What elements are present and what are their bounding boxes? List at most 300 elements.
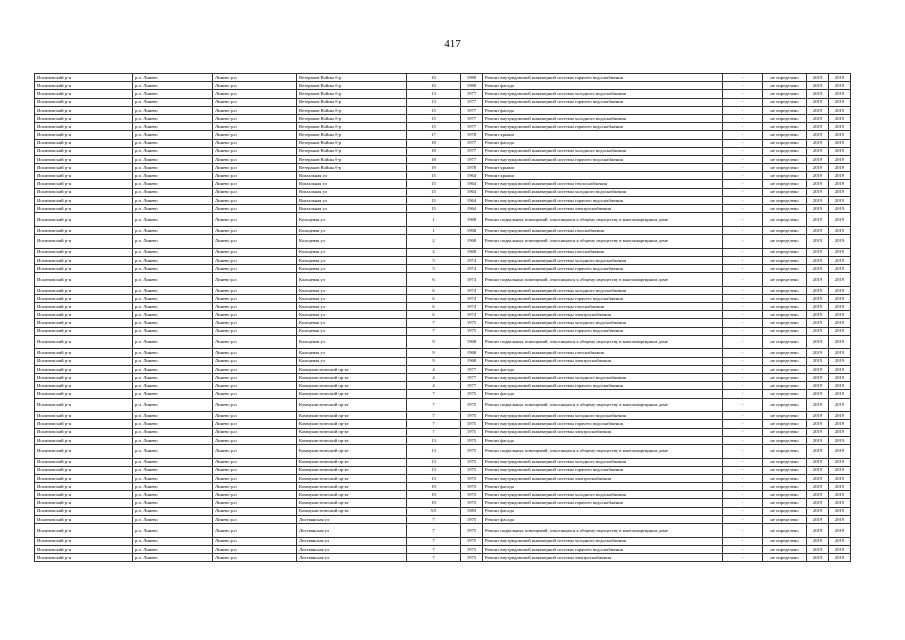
table-row	[35, 98, 851, 106]
street-cell: Листвянская ул	[297, 545, 407, 553]
locality-cell: Линево р.п	[213, 226, 297, 234]
status-cell: не определено	[763, 436, 807, 444]
end-year-cell: 2019	[829, 398, 851, 412]
table-row	[35, 474, 851, 482]
street-cell: Ветеранов Войны б-р	[297, 90, 407, 98]
district-cell: Искитимский р-н	[35, 474, 133, 482]
end-year-cell: 2019	[829, 507, 851, 515]
status-cell: не определено	[763, 188, 807, 196]
cost-cell: -	[723, 374, 763, 382]
settlement-cell: р.п. Линево	[133, 180, 213, 188]
locality-cell: Линево р.п	[213, 444, 297, 458]
district-cell: Искитимский р-н	[35, 537, 133, 545]
table-row	[35, 234, 851, 248]
locality-cell: Линево р.п	[213, 327, 297, 335]
house-number-cell: 15	[407, 180, 461, 188]
district-cell: Искитимский р-н	[35, 139, 133, 147]
street-cell: Ветеранов Войны б-р	[297, 114, 407, 122]
district-cell: Искитимский р-н	[35, 515, 133, 523]
settlement-cell: р.п. Линево	[133, 188, 213, 196]
end-year-cell: 2019	[829, 412, 851, 420]
table-row	[35, 114, 851, 122]
work-type-cell: Ремонт внутридомовой инженерной системы холодного водоснабжения	[483, 286, 723, 294]
house-number-cell: 9	[407, 335, 461, 349]
cost-cell: -	[723, 155, 763, 163]
end-year-cell: 2019	[829, 74, 851, 82]
settlement-cell: р.п. Линево	[133, 90, 213, 98]
street-cell: Листвянская ул	[297, 537, 407, 545]
street-cell: Кольцевая ул	[297, 357, 407, 365]
house-number-cell: 10	[407, 74, 461, 82]
status-cell: не определено	[763, 474, 807, 482]
table-row	[35, 131, 851, 139]
status-cell: не определено	[763, 553, 807, 561]
district-cell: Искитимский р-н	[35, 499, 133, 507]
house-number-cell: 4	[407, 365, 461, 373]
start-year-cell: 2019	[807, 213, 829, 227]
table-row	[35, 74, 851, 82]
start-year-cell: 2019	[807, 196, 829, 204]
cost-cell: -	[723, 248, 763, 256]
locality-cell: Линево р.п	[213, 390, 297, 398]
work-type-cell: Ремонт внутридомовой инженерной системы горячего водоснабжения	[483, 545, 723, 553]
locality-cell: Линево р.п	[213, 256, 297, 264]
status-cell: не определено	[763, 114, 807, 122]
table-row	[35, 545, 851, 553]
end-year-cell: 2019	[829, 294, 851, 302]
end-year-cell: 2019	[829, 319, 851, 327]
locality-cell: Линево р.п	[213, 420, 297, 428]
district-cell: Искитимский р-н	[35, 74, 133, 82]
table-row	[35, 155, 851, 163]
district-cell: Искитимский р-н	[35, 491, 133, 499]
locality-cell: Линево р.п	[213, 213, 297, 227]
status-cell: не определено	[763, 515, 807, 523]
street-cell: Ветеранов Войны б-р	[297, 98, 407, 106]
end-year-cell: 2019	[829, 365, 851, 373]
build-year-cell: 1968	[461, 357, 483, 365]
settlement-cell: р.п. Линево	[133, 524, 213, 538]
status-cell: не определено	[763, 264, 807, 272]
district-cell: Искитимский р-н	[35, 357, 133, 365]
build-year-cell: 1974	[461, 294, 483, 302]
build-year-cell: 1975	[461, 420, 483, 428]
end-year-cell: 2019	[829, 213, 851, 227]
cost-cell: -	[723, 357, 763, 365]
table-row	[35, 349, 851, 357]
settlement-cell: р.п. Линево	[133, 444, 213, 458]
start-year-cell: 2019	[807, 248, 829, 256]
street-cell: Кольцевая ул	[297, 311, 407, 319]
district-cell: Искитимский р-н	[35, 398, 133, 412]
table-row	[35, 82, 851, 90]
start-year-cell: 2019	[807, 420, 829, 428]
street-cell: Кольцевая ул	[297, 256, 407, 264]
table-row	[35, 428, 851, 436]
district-cell: Искитимский р-н	[35, 294, 133, 302]
settlement-cell: р.п. Линево	[133, 139, 213, 147]
end-year-cell: 2019	[829, 131, 851, 139]
locality-cell: Линево р.п	[213, 545, 297, 553]
settlement-cell: р.п. Линево	[133, 474, 213, 482]
status-cell: не определено	[763, 466, 807, 474]
work-type-cell: Ремонт внутридомовой инженерной системы горячего водоснабжения	[483, 264, 723, 272]
house-number-cell: 5	[407, 264, 461, 272]
end-year-cell: 2019	[829, 553, 851, 561]
settlement-cell: р.п. Линево	[133, 412, 213, 420]
end-year-cell: 2019	[829, 474, 851, 482]
house-number-cell: 13	[407, 466, 461, 474]
status-cell: не определено	[763, 273, 807, 287]
street-cell: Коммунистический пр-кт	[297, 444, 407, 458]
start-year-cell: 2019	[807, 515, 829, 523]
status-cell: не определено	[763, 382, 807, 390]
build-year-cell: 1964	[461, 205, 483, 213]
table-row	[35, 491, 851, 499]
work-type-cell: Ремонт подвальных помещений, относящихся к общему имуществу в многоквартирном доме	[483, 335, 723, 349]
end-year-cell: 2019	[829, 123, 851, 131]
end-year-cell: 2019	[829, 106, 851, 114]
build-year-cell: 1977	[461, 382, 483, 390]
start-year-cell: 2019	[807, 286, 829, 294]
start-year-cell: 2019	[807, 147, 829, 155]
table-body	[35, 74, 851, 562]
status-cell: не определено	[763, 537, 807, 545]
district-cell: Искитимский р-н	[35, 98, 133, 106]
table-row	[35, 264, 851, 272]
settlement-cell: р.п. Линево	[133, 264, 213, 272]
locality-cell: Линево р.п	[213, 499, 297, 507]
status-cell: не определено	[763, 390, 807, 398]
settlement-cell: р.п. Линево	[133, 172, 213, 180]
street-cell: Ветеранов Войны б-р	[297, 139, 407, 147]
build-year-cell: 1977	[461, 139, 483, 147]
settlement-cell: р.п. Линево	[133, 357, 213, 365]
table-row	[35, 515, 851, 523]
table-row	[35, 483, 851, 491]
street-cell: Коммунистический пр-кт	[297, 474, 407, 482]
table-row	[35, 382, 851, 390]
cost-cell: -	[723, 273, 763, 287]
table-row	[35, 303, 851, 311]
house-number-cell: 2	[407, 248, 461, 256]
start-year-cell: 2019	[807, 98, 829, 106]
street-cell: Вокзальная ул	[297, 196, 407, 204]
locality-cell: Линево р.п	[213, 147, 297, 155]
start-year-cell: 2019	[807, 357, 829, 365]
table-row	[35, 213, 851, 227]
district-cell: Искитимский р-н	[35, 428, 133, 436]
start-year-cell: 2019	[807, 365, 829, 373]
build-year-cell: 1983	[461, 507, 483, 515]
table-row	[35, 205, 851, 213]
locality-cell: Линево р.п	[213, 537, 297, 545]
start-year-cell: 2019	[807, 90, 829, 98]
build-year-cell: 1975	[461, 524, 483, 538]
house-number-cell: 13	[407, 90, 461, 98]
settlement-cell: р.п. Линево	[133, 458, 213, 466]
start-year-cell: 2019	[807, 545, 829, 553]
work-type-cell: Ремонт внутридомовой инженерной системы горячего водоснабжения	[483, 123, 723, 131]
build-year-cell: 1975	[461, 499, 483, 507]
district-cell: Искитимский р-н	[35, 303, 133, 311]
table-row	[35, 412, 851, 420]
build-year-cell: 1977	[461, 365, 483, 373]
settlement-cell: р.п. Линево	[133, 155, 213, 163]
settlement-cell: р.п. Линево	[133, 98, 213, 106]
status-cell: не определено	[763, 428, 807, 436]
settlement-cell: р.п. Линево	[133, 483, 213, 491]
build-year-cell: 1975	[461, 327, 483, 335]
start-year-cell: 2019	[807, 74, 829, 82]
work-type-cell: Ремонт внутридомовой инженерной системы горячего водоснабжения	[483, 74, 723, 82]
cost-cell: -	[723, 491, 763, 499]
locality-cell: Линево р.п	[213, 483, 297, 491]
settlement-cell: р.п. Линево	[133, 466, 213, 474]
table-row	[35, 319, 851, 327]
street-cell: Кольцевая ул	[297, 294, 407, 302]
street-cell: Коммунистический пр-кт	[297, 483, 407, 491]
work-type-cell: Ремонт внутридомовой инженерной системы электроснабжения	[483, 357, 723, 365]
street-cell: Коммунистический пр-кт	[297, 390, 407, 398]
locality-cell: Линево р.п	[213, 515, 297, 523]
locality-cell: Линево р.п	[213, 90, 297, 98]
work-type-cell: Ремонт внутридомовой инженерной системы газоснабжения	[483, 226, 723, 234]
work-type-cell: Ремонт внутридомовой инженерной системы горячего водоснабжения	[483, 98, 723, 106]
settlement-cell: р.п. Линево	[133, 294, 213, 302]
end-year-cell: 2019	[829, 349, 851, 357]
cost-cell: -	[723, 172, 763, 180]
district-cell: Искитимский р-н	[35, 226, 133, 234]
status-cell: не определено	[763, 256, 807, 264]
settlement-cell: р.п. Линево	[133, 131, 213, 139]
work-type-cell: Ремонт внутридомовой инженерной системы электроснабжения	[483, 553, 723, 561]
start-year-cell: 2019	[807, 483, 829, 491]
settlement-cell: р.п. Линево	[133, 499, 213, 507]
cost-cell: -	[723, 390, 763, 398]
street-cell: Ветеранов Войны б-р	[297, 74, 407, 82]
work-type-cell: Ремонт внутридомовой инженерной системы холодного водоснабжения	[483, 188, 723, 196]
locality-cell: Линево р.п	[213, 428, 297, 436]
cost-cell: -	[723, 196, 763, 204]
start-year-cell: 2019	[807, 131, 829, 139]
cost-cell: -	[723, 458, 763, 466]
house-number-cell: 1	[407, 226, 461, 234]
build-year-cell: 1975	[461, 412, 483, 420]
start-year-cell: 2019	[807, 264, 829, 272]
end-year-cell: 2019	[829, 458, 851, 466]
build-year-cell: 1968	[461, 349, 483, 357]
table-row	[35, 172, 851, 180]
settlement-cell: р.п. Линево	[133, 374, 213, 382]
locality-cell: Линево р.п	[213, 357, 297, 365]
build-year-cell: 1977	[461, 123, 483, 131]
house-number-cell: 6	[407, 286, 461, 294]
build-year-cell: 1975	[461, 515, 483, 523]
work-type-cell: Ремонт внутридомовой инженерной системы горячего водоснабжения	[483, 382, 723, 390]
house-number-cell: 17	[407, 131, 461, 139]
locality-cell: Линево р.п	[213, 553, 297, 561]
start-year-cell: 2019	[807, 374, 829, 382]
settlement-cell: р.п. Линево	[133, 507, 213, 515]
cost-cell: -	[723, 499, 763, 507]
district-cell: Искитимский р-н	[35, 273, 133, 287]
house-number-cell: 6	[407, 311, 461, 319]
house-number-cell: 15	[407, 114, 461, 122]
work-type-cell: Ремонт внутридомовой инженерной системы холодного водоснабжения	[483, 256, 723, 264]
status-cell: не определено	[763, 139, 807, 147]
status-cell: не определено	[763, 499, 807, 507]
status-cell: не определено	[763, 491, 807, 499]
house-number-cell: 9	[407, 357, 461, 365]
build-year-cell: 1980	[461, 82, 483, 90]
status-cell: не определено	[763, 458, 807, 466]
status-cell: не определено	[763, 483, 807, 491]
street-cell: Коммунистический пр-кт	[297, 420, 407, 428]
district-cell: Искитимский р-н	[35, 553, 133, 561]
street-cell: Кольцевая ул	[297, 226, 407, 234]
work-type-cell: Ремонт внутридомовой инженерной системы горячего водоснабжения	[483, 196, 723, 204]
house-number-cell: 7	[407, 537, 461, 545]
status-cell: не определено	[763, 357, 807, 365]
start-year-cell: 2019	[807, 205, 829, 213]
house-number-cell: 13	[407, 474, 461, 482]
build-year-cell: 1974	[461, 311, 483, 319]
street-cell: Ветеранов Войны б-р	[297, 155, 407, 163]
house-number-cell: 15	[407, 196, 461, 204]
build-year-cell: 1977	[461, 106, 483, 114]
district-cell: Искитимский р-н	[35, 188, 133, 196]
start-year-cell: 2019	[807, 319, 829, 327]
build-year-cell: 1975	[461, 398, 483, 412]
end-year-cell: 2019	[829, 327, 851, 335]
build-year-cell: 1968	[461, 335, 483, 349]
cost-cell: -	[723, 507, 763, 515]
house-number-cell: 7	[407, 390, 461, 398]
locality-cell: Линево р.п	[213, 248, 297, 256]
end-year-cell: 2019	[829, 256, 851, 264]
start-year-cell: 2019	[807, 234, 829, 248]
locality-cell: Линево р.п	[213, 234, 297, 248]
table-row	[35, 374, 851, 382]
street-cell: Кольцевая ул	[297, 264, 407, 272]
street-cell: Коммунистический пр-кт	[297, 436, 407, 444]
cost-cell: -	[723, 428, 763, 436]
start-year-cell: 2019	[807, 303, 829, 311]
street-cell: Кольцевая ул	[297, 335, 407, 349]
status-cell: не определено	[763, 226, 807, 234]
locality-cell: Линево р.п	[213, 412, 297, 420]
end-year-cell: 2019	[829, 382, 851, 390]
street-cell: Листвянская ул	[297, 524, 407, 538]
build-year-cell: 1975	[461, 428, 483, 436]
status-cell: не определено	[763, 248, 807, 256]
start-year-cell: 2019	[807, 466, 829, 474]
locality-cell: Линево р.п	[213, 139, 297, 147]
work-type-cell: Ремонт внутридомовой инженерной системы электроснабжения	[483, 205, 723, 213]
cost-cell: -	[723, 349, 763, 357]
street-cell: Вокзальная ул	[297, 172, 407, 180]
street-cell: Вокзальная ул	[297, 205, 407, 213]
start-year-cell: 2019	[807, 123, 829, 131]
start-year-cell: 2019	[807, 436, 829, 444]
build-year-cell: 1974	[461, 256, 483, 264]
work-type-cell: Ремонт внутридомовой инженерной системы газоснабжения	[483, 349, 723, 357]
end-year-cell: 2019	[829, 196, 851, 204]
cost-cell: -	[723, 256, 763, 264]
locality-cell: Линево р.п	[213, 507, 297, 515]
status-cell: не определено	[763, 365, 807, 373]
table-row	[35, 390, 851, 398]
start-year-cell: 2019	[807, 164, 829, 172]
house-number-cell: 5/5	[407, 507, 461, 515]
build-year-cell: 1975	[461, 466, 483, 474]
house-number-cell: 7	[407, 420, 461, 428]
cost-cell: -	[723, 106, 763, 114]
settlement-cell: р.п. Линево	[133, 327, 213, 335]
status-cell: не определено	[763, 98, 807, 106]
street-cell: Ветеранов Войны б-р	[297, 147, 407, 155]
locality-cell: Линево р.п	[213, 319, 297, 327]
district-cell: Искитимский р-н	[35, 248, 133, 256]
table-row	[35, 106, 851, 114]
locality-cell: Линево р.п	[213, 205, 297, 213]
page-number: 417	[444, 38, 461, 50]
street-cell: Коммунистический пр-кт	[297, 398, 407, 412]
settlement-cell: р.п. Линево	[133, 335, 213, 349]
work-type-cell: Ремонт внутридомовой инженерной системы холодного водоснабжения	[483, 412, 723, 420]
end-year-cell: 2019	[829, 114, 851, 122]
street-cell: Коммунистический пр-кт	[297, 412, 407, 420]
work-type-cell: Ремонт подвальных помещений, относящихся к общему имуществу в многоквартирном доме	[483, 444, 723, 458]
cost-cell: -	[723, 537, 763, 545]
settlement-cell: р.п. Линево	[133, 537, 213, 545]
locality-cell: Линево р.п	[213, 466, 297, 474]
house-number-cell: 5	[407, 256, 461, 264]
locality-cell: Линево р.п	[213, 303, 297, 311]
street-cell: Ветеранов Войны б-р	[297, 106, 407, 114]
start-year-cell: 2019	[807, 491, 829, 499]
settlement-cell: р.п. Линево	[133, 515, 213, 523]
start-year-cell: 2019	[807, 444, 829, 458]
status-cell: не определено	[763, 398, 807, 412]
street-cell: Коммунистический пр-кт	[297, 428, 407, 436]
settlement-cell: р.п. Линево	[133, 428, 213, 436]
work-type-cell: Ремонт крыши	[483, 172, 723, 180]
build-year-cell: 1964	[461, 180, 483, 188]
start-year-cell: 2019	[807, 349, 829, 357]
settlement-cell: р.п. Линево	[133, 256, 213, 264]
cost-cell: -	[723, 545, 763, 553]
work-type-cell: Ремонт фасада	[483, 390, 723, 398]
work-type-cell: Ремонт фасада	[483, 507, 723, 515]
status-cell: не определено	[763, 205, 807, 213]
cost-cell: -	[723, 303, 763, 311]
locality-cell: Линево р.п	[213, 398, 297, 412]
house-number-cell: 1	[407, 213, 461, 227]
end-year-cell: 2019	[829, 311, 851, 319]
house-number-cell: 4	[407, 374, 461, 382]
work-type-cell: Ремонт внутридомовой инженерной системы теплоснабжения	[483, 180, 723, 188]
end-year-cell: 2019	[829, 537, 851, 545]
settlement-cell: р.п. Линево	[133, 349, 213, 357]
work-type-cell: Ремонт фасада	[483, 365, 723, 373]
house-number-cell: 19	[407, 499, 461, 507]
locality-cell: Линево р.п	[213, 273, 297, 287]
cost-cell: -	[723, 311, 763, 319]
street-cell: Кольцевая ул	[297, 248, 407, 256]
status-cell: не определено	[763, 374, 807, 382]
